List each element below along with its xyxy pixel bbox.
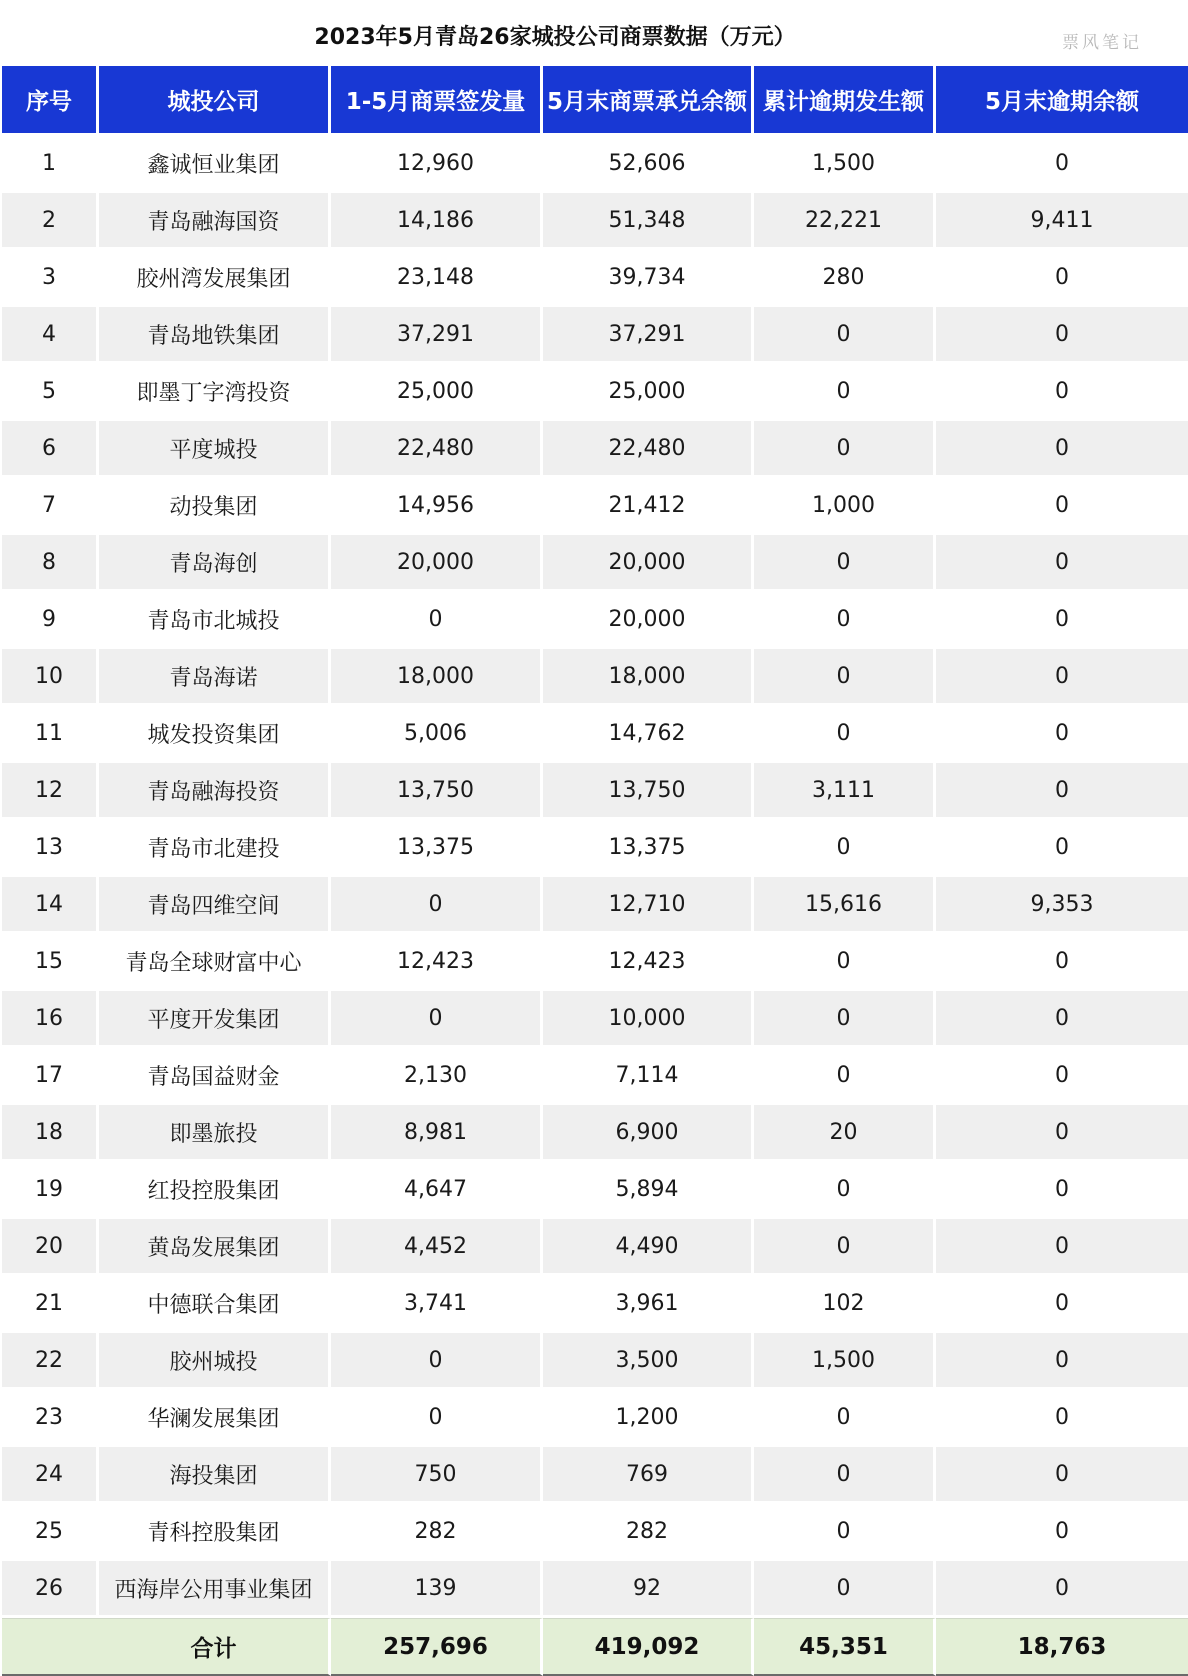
- header-index: 序号: [2, 66, 99, 136]
- table-row: [2, 991, 1188, 1048]
- cell-company: 即墨旅投: [99, 1105, 331, 1162]
- cell-cumulative-overdue: 0: [754, 535, 936, 592]
- cell-issuance: 0: [331, 1390, 543, 1447]
- cell-company: 即墨丁字湾投资: [99, 364, 331, 421]
- cell-index: 21: [2, 1276, 99, 1333]
- cell-index: 26: [2, 1561, 99, 1618]
- cell-issuance: 8,981: [331, 1105, 543, 1162]
- cell-acceptance-balance: 12,423: [543, 934, 754, 991]
- total-overdue-balance: 18,763: [936, 1618, 1188, 1676]
- table-row: [2, 364, 1188, 421]
- cell-company: 青岛融海国资: [99, 193, 331, 250]
- table-row: [2, 763, 1188, 820]
- cell-company: 华澜发展集团: [99, 1390, 331, 1447]
- cell-overdue-balance: 0: [936, 1333, 1188, 1390]
- cell-overdue-balance: 0: [936, 1276, 1188, 1333]
- cell-company: 青岛市北建投: [99, 820, 331, 877]
- cell-company: 青科控股集团: [99, 1504, 331, 1561]
- cell-company: 动投集团: [99, 478, 331, 535]
- cell-index: 9: [2, 592, 99, 649]
- cell-cumulative-overdue: 0: [754, 706, 936, 763]
- cell-overdue-balance: 9,411: [936, 193, 1188, 250]
- cell-acceptance-balance: 21,412: [543, 478, 754, 535]
- table-row: [2, 1219, 1188, 1276]
- cell-index: 2: [2, 193, 99, 250]
- cell-company: 海投集团: [99, 1447, 331, 1504]
- cell-acceptance-balance: 20,000: [543, 592, 754, 649]
- cell-company: 平度开发集团: [99, 991, 331, 1048]
- cell-issuance: 0: [331, 592, 543, 649]
- cell-cumulative-overdue: 0: [754, 1048, 936, 1105]
- table-row: [2, 1390, 1188, 1447]
- cell-company: 胶州湾发展集团: [99, 250, 331, 307]
- cell-cumulative-overdue: 0: [754, 1390, 936, 1447]
- cell-company: 青岛四维空间: [99, 877, 331, 934]
- cell-overdue-balance: 0: [936, 478, 1188, 535]
- cell-index: 24: [2, 1447, 99, 1504]
- cell-acceptance-balance: 92: [543, 1561, 754, 1618]
- cell-overdue-balance: 0: [936, 1447, 1188, 1504]
- cell-cumulative-overdue: 0: [754, 649, 936, 706]
- total-label: 合计: [99, 1618, 331, 1676]
- table-row: [2, 1276, 1188, 1333]
- cell-index: 13: [2, 820, 99, 877]
- cell-cumulative-overdue: 22,221: [754, 193, 936, 250]
- cell-company: 红投控股集团: [99, 1162, 331, 1219]
- cell-acceptance-balance: 14,762: [543, 706, 754, 763]
- cell-company: 青岛地铁集团: [99, 307, 331, 364]
- cell-acceptance-balance: 10,000: [543, 991, 754, 1048]
- cell-index: 17: [2, 1048, 99, 1105]
- cell-overdue-balance: 0: [936, 307, 1188, 364]
- cell-issuance: 22,480: [331, 421, 543, 478]
- cell-index: 25: [2, 1504, 99, 1561]
- cell-issuance: 37,291: [331, 307, 543, 364]
- cell-overdue-balance: 0: [936, 706, 1188, 763]
- cell-overdue-balance: 0: [936, 1162, 1188, 1219]
- cell-overdue-balance: 0: [936, 649, 1188, 706]
- cell-issuance: 2,130: [331, 1048, 543, 1105]
- cell-issuance: 25,000: [331, 364, 543, 421]
- total-spacer: [2, 1618, 99, 1676]
- cell-company: 青岛融海投资: [99, 763, 331, 820]
- cell-issuance: 18,000: [331, 649, 543, 706]
- cell-cumulative-overdue: 15,616: [754, 877, 936, 934]
- table-row: [2, 307, 1188, 364]
- cell-issuance: 13,750: [331, 763, 543, 820]
- cell-issuance: 13,375: [331, 820, 543, 877]
- cell-issuance: 0: [331, 877, 543, 934]
- cell-cumulative-overdue: 1,500: [754, 136, 936, 193]
- cell-acceptance-balance: 1,200: [543, 1390, 754, 1447]
- table-row: [2, 1447, 1188, 1504]
- cell-index: 5: [2, 364, 99, 421]
- cell-acceptance-balance: 51,348: [543, 193, 754, 250]
- header-company: 城投公司: [99, 66, 331, 136]
- cell-cumulative-overdue: 1,000: [754, 478, 936, 535]
- cell-issuance: 4,452: [331, 1219, 543, 1276]
- cell-index: 7: [2, 478, 99, 535]
- table-row: [2, 1048, 1188, 1105]
- cell-acceptance-balance: 39,734: [543, 250, 754, 307]
- header-cumulative-overdue: 累计逾期发生额: [754, 66, 936, 136]
- table-row: [2, 934, 1188, 991]
- cell-cumulative-overdue: 0: [754, 592, 936, 649]
- cell-acceptance-balance: 20,000: [543, 535, 754, 592]
- cell-company: 城发投资集团: [99, 706, 331, 763]
- cell-cumulative-overdue: 0: [754, 421, 936, 478]
- cell-overdue-balance: 9,353: [936, 877, 1188, 934]
- table-row: [2, 592, 1188, 649]
- cell-index: 3: [2, 250, 99, 307]
- table-row: [2, 649, 1188, 706]
- cell-cumulative-overdue: 0: [754, 1561, 936, 1618]
- cell-overdue-balance: 0: [936, 1105, 1188, 1162]
- cell-acceptance-balance: 13,375: [543, 820, 754, 877]
- cell-index: 23: [2, 1390, 99, 1447]
- page-title: 2023年5月青岛26家城投公司商票数据（万元）: [314, 25, 796, 50]
- table-row: [2, 1333, 1188, 1390]
- table-row: [2, 706, 1188, 763]
- cell-cumulative-overdue: 0: [754, 1219, 936, 1276]
- table-row: [2, 535, 1188, 592]
- table-body: [2, 136, 1188, 1618]
- cell-cumulative-overdue: 0: [754, 820, 936, 877]
- cell-index: 15: [2, 934, 99, 991]
- table-row: [2, 1162, 1188, 1219]
- cell-acceptance-balance: 769: [543, 1447, 754, 1504]
- table-row: [2, 877, 1188, 934]
- total-cumulative-overdue: 45,351: [754, 1618, 936, 1676]
- header-acceptance-balance: 5月末商票承兑余额: [543, 66, 754, 136]
- table-row: [2, 136, 1188, 193]
- cell-company: 胶州城投: [99, 1333, 331, 1390]
- cell-overdue-balance: 0: [936, 421, 1188, 478]
- cell-cumulative-overdue: 0: [754, 991, 936, 1048]
- cell-acceptance-balance: 3,500: [543, 1333, 754, 1390]
- cell-issuance: 0: [331, 991, 543, 1048]
- table-header: [2, 66, 1188, 136]
- cell-issuance: 12,423: [331, 934, 543, 991]
- cell-company: 平度城投: [99, 421, 331, 478]
- table-row: [2, 193, 1188, 250]
- cell-overdue-balance: 0: [936, 1219, 1188, 1276]
- cell-index: 14: [2, 877, 99, 934]
- cell-overdue-balance: 0: [936, 364, 1188, 421]
- total-row: [2, 1618, 1188, 1676]
- cell-issuance: 23,148: [331, 250, 543, 307]
- cell-overdue-balance: 0: [936, 1504, 1188, 1561]
- cell-acceptance-balance: 22,480: [543, 421, 754, 478]
- header-overdue-balance: 5月末逾期余额: [936, 66, 1188, 136]
- cell-issuance: 282: [331, 1504, 543, 1561]
- cell-acceptance-balance: 3,961: [543, 1276, 754, 1333]
- cell-acceptance-balance: 4,490: [543, 1219, 754, 1276]
- cell-acceptance-balance: 12,710: [543, 877, 754, 934]
- cell-index: 16: [2, 991, 99, 1048]
- total-issuance: 257,696: [331, 1618, 543, 1676]
- cell-cumulative-overdue: 0: [754, 934, 936, 991]
- cell-issuance: 20,000: [331, 535, 543, 592]
- header-row: [2, 66, 1188, 136]
- cell-acceptance-balance: 13,750: [543, 763, 754, 820]
- cell-overdue-balance: 0: [936, 763, 1188, 820]
- table-row: [2, 421, 1188, 478]
- cell-issuance: 4,647: [331, 1162, 543, 1219]
- cell-cumulative-overdue: 0: [754, 1504, 936, 1561]
- cell-index: 20: [2, 1219, 99, 1276]
- cell-issuance: 14,956: [331, 478, 543, 535]
- cell-overdue-balance: 0: [936, 991, 1188, 1048]
- cell-overdue-balance: 0: [936, 535, 1188, 592]
- cell-overdue-balance: 0: [936, 592, 1188, 649]
- watermark: 票风笔记: [1062, 33, 1142, 53]
- cell-company: 青岛市北城投: [99, 592, 331, 649]
- cell-issuance: 14,186: [331, 193, 543, 250]
- cell-company: 青岛海诺: [99, 649, 331, 706]
- cell-acceptance-balance: 52,606: [543, 136, 754, 193]
- cell-index: 12: [2, 763, 99, 820]
- cell-acceptance-balance: 6,900: [543, 1105, 754, 1162]
- header-issuance: 1-5月商票签发量: [331, 66, 543, 136]
- cell-acceptance-balance: 37,291: [543, 307, 754, 364]
- cell-acceptance-balance: 25,000: [543, 364, 754, 421]
- cell-overdue-balance: 0: [936, 1048, 1188, 1105]
- cell-acceptance-balance: 18,000: [543, 649, 754, 706]
- title-bar: [0, 0, 1188, 66]
- table-row: [2, 820, 1188, 877]
- cell-issuance: 5,006: [331, 706, 543, 763]
- cell-overdue-balance: 0: [936, 1561, 1188, 1618]
- cell-index: 1: [2, 136, 99, 193]
- cell-acceptance-balance: 7,114: [543, 1048, 754, 1105]
- cell-cumulative-overdue: 1,500: [754, 1333, 936, 1390]
- cell-issuance: 12,960: [331, 136, 543, 193]
- total-acceptance-balance: 419,092: [543, 1618, 754, 1676]
- cell-index: 18: [2, 1105, 99, 1162]
- table-row: [2, 1105, 1188, 1162]
- cell-index: 19: [2, 1162, 99, 1219]
- cell-overdue-balance: 0: [936, 820, 1188, 877]
- cell-company: 中德联合集团: [99, 1276, 331, 1333]
- cell-issuance: 3,741: [331, 1276, 543, 1333]
- cell-company: 青岛全球财富中心: [99, 934, 331, 991]
- cell-issuance: 0: [331, 1333, 543, 1390]
- cell-acceptance-balance: 282: [543, 1504, 754, 1561]
- cell-cumulative-overdue: 102: [754, 1276, 936, 1333]
- cell-cumulative-overdue: 0: [754, 1162, 936, 1219]
- cell-company: 青岛国益财金: [99, 1048, 331, 1105]
- cell-cumulative-overdue: 0: [754, 1447, 936, 1504]
- cell-company: 黄岛发展集团: [99, 1219, 331, 1276]
- cell-index: 4: [2, 307, 99, 364]
- cell-cumulative-overdue: 20: [754, 1105, 936, 1162]
- cell-company: 西海岸公用事业集团: [99, 1561, 331, 1618]
- table-row: [2, 1504, 1188, 1561]
- cell-overdue-balance: 0: [936, 250, 1188, 307]
- cell-index: 10: [2, 649, 99, 706]
- cell-cumulative-overdue: 3,111: [754, 763, 936, 820]
- cell-overdue-balance: 0: [936, 1390, 1188, 1447]
- table-row: [2, 478, 1188, 535]
- cell-cumulative-overdue: 0: [754, 307, 936, 364]
- cell-overdue-balance: 0: [936, 934, 1188, 991]
- cell-index: 22: [2, 1333, 99, 1390]
- cell-cumulative-overdue: 280: [754, 250, 936, 307]
- cell-cumulative-overdue: 0: [754, 364, 936, 421]
- cell-company: 青岛海创: [99, 535, 331, 592]
- cell-overdue-balance: 0: [936, 136, 1188, 193]
- cell-issuance: 139: [331, 1561, 543, 1618]
- table-row: [2, 1561, 1188, 1618]
- table-row: [2, 250, 1188, 307]
- cell-index: 6: [2, 421, 99, 478]
- cell-index: 8: [2, 535, 99, 592]
- cell-acceptance-balance: 5,894: [543, 1162, 754, 1219]
- cell-index: 11: [2, 706, 99, 763]
- cell-issuance: 750: [331, 1447, 543, 1504]
- table-footer: [2, 1618, 1188, 1676]
- commercial-paper-table: [2, 66, 1188, 1676]
- cell-company: 鑫诚恒业集团: [99, 136, 331, 193]
